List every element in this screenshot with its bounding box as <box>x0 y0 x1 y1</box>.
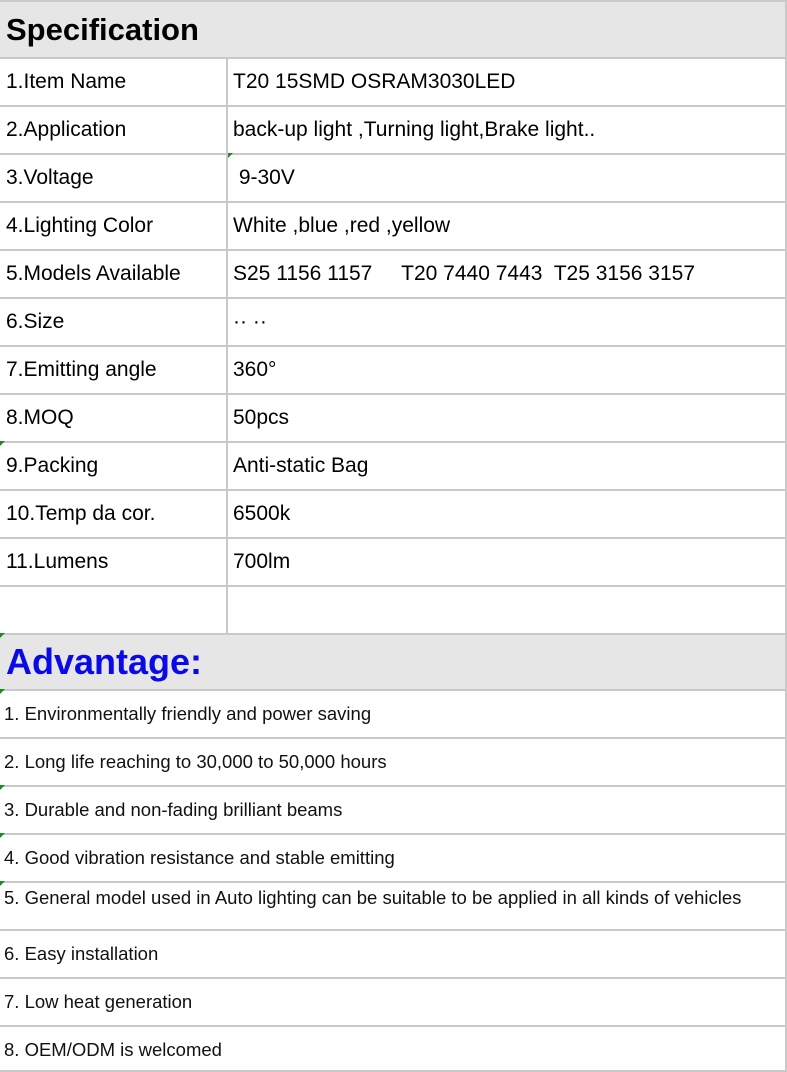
spec-row-packing <box>0 441 787 489</box>
spec-label: 11.Lumens <box>0 539 228 585</box>
cell-comment-marker <box>0 441 5 446</box>
spec-row-color-temp <box>0 489 787 537</box>
advantage-item <box>0 977 787 1025</box>
cell-comment-marker <box>228 153 233 158</box>
spec-label: 1.Item Name <box>0 59 228 105</box>
spec-label: 7.Emitting angle <box>0 347 228 393</box>
specification-title: Specification <box>6 11 199 47</box>
advantage-item <box>0 881 787 929</box>
advantage-text: 8. OEM/ODM is welcomed <box>4 1038 222 1060</box>
spec-row-application <box>0 105 787 153</box>
spec-value: 50pcs <box>233 406 290 429</box>
spec-row-size <box>0 297 787 345</box>
spec-row-lighting-color <box>0 201 787 249</box>
specification-header <box>0 0 787 57</box>
cell-comment-marker <box>0 881 5 886</box>
advantage-item <box>0 929 787 977</box>
advantage-item <box>0 689 787 737</box>
spec-row-lumens <box>0 537 787 585</box>
advantage-text: 2. Long life reaching to 30,000 to 50,000 hours <box>4 751 387 772</box>
cell-comment-marker <box>0 633 5 638</box>
advantage-header <box>0 633 787 689</box>
spec-row-models-available <box>0 249 787 297</box>
cell-comment-marker <box>0 833 5 838</box>
spec-label: 5.Models Available <box>0 251 228 297</box>
spec-value: ·· ·· <box>233 310 267 333</box>
spec-label: 2.Application <box>0 107 228 153</box>
spec-label: 9.Packing <box>0 443 228 489</box>
spec-value: T20 15SMD OSRAM3030LED <box>233 70 516 93</box>
advantage-text: 3. Durable and non-fading brilliant beams <box>4 799 343 820</box>
spec-value: S25 1156 1157 T20 7440 7443 T25 3156 3157 <box>233 262 696 285</box>
advantage-text: 7. Low heat generation <box>4 991 193 1012</box>
advantage-item <box>0 833 787 881</box>
spec-label: 10.Temp da cor. <box>0 491 228 537</box>
spec-value: 360° <box>233 358 277 381</box>
advantage-text: 6. Easy installation <box>4 943 159 964</box>
spec-value: back-up light ,Turning light,Brake light.. <box>233 118 596 141</box>
advantage-item <box>0 737 787 785</box>
spec-label: 8.MOQ <box>0 395 228 441</box>
spec-label: 4.Lighting Color <box>0 203 228 249</box>
spec-row-item-name <box>0 57 787 105</box>
advantage-text: 5. General model used in Auto lighting can be suitable to be applied in all kinds of vehicles <box>4 887 742 908</box>
spec-row-emitting-angle <box>0 345 787 393</box>
spec-value: 700lm <box>233 550 291 573</box>
spec-value: White ,blue ,red ,yellow <box>233 214 451 237</box>
cell-comment-marker <box>0 689 5 694</box>
spec-value: 6500k <box>233 502 291 525</box>
spec-row-voltage <box>0 153 787 201</box>
advantage-item <box>0 1025 787 1072</box>
advantage-title: Advantage: <box>6 641 203 682</box>
spec-value <box>228 587 785 633</box>
advantage-item <box>0 785 787 833</box>
spec-label <box>0 587 228 633</box>
advantage-text: 1. Environmentally friendly and power saving <box>4 703 372 724</box>
spec-value: Anti-static Bag <box>233 454 369 477</box>
cell-comment-marker <box>0 785 5 790</box>
spec-label: 3.Voltage <box>0 155 228 201</box>
spec-row-empty <box>0 585 787 633</box>
spec-value: 9-30V <box>233 166 295 189</box>
spec-label: 6.Size <box>0 299 228 345</box>
advantage-text: 4. Good vibration resistance and stable emitting <box>4 847 395 868</box>
spec-row-moq <box>0 393 787 441</box>
